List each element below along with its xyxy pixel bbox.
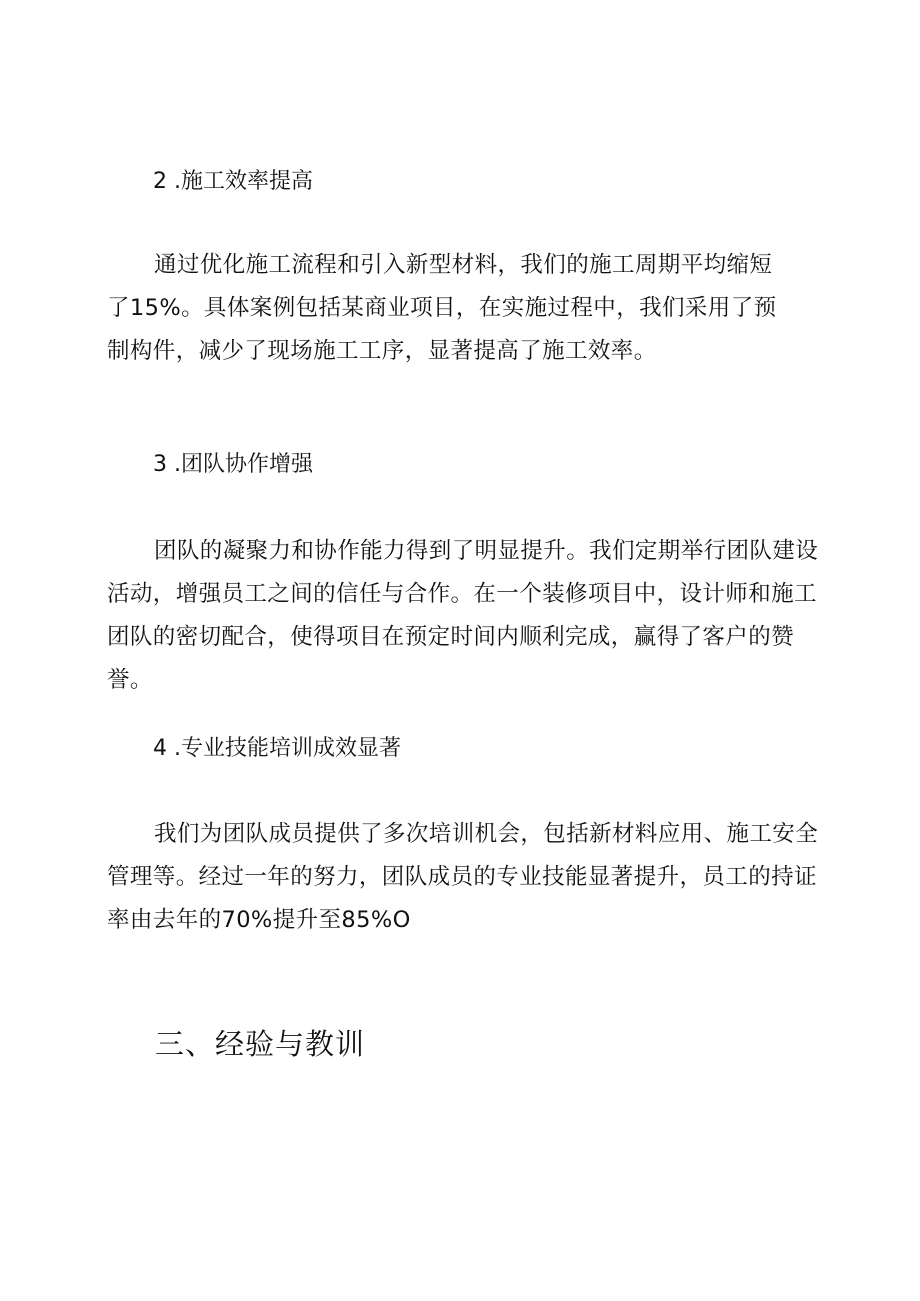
paragraph-teamwork: 团队的凝聚力和协作能力得到了明显提升。我们定期举行团队建设活动，增强员工之间的信任与合作。在一个装修项目中，设计师和施工团队的密切配合，使得项目在预定时间内顺利完成，赢得了客户的赞誉。 — [107, 538, 819, 693]
heading-training: 4 .专业技能培训成效显著 — [153, 736, 401, 761]
paragraph-training: 我们为团队成员提供了多次培训机会，包括新材料应用、施工安全管理等。经过一年的努力，团队成员的专业技能显著提升，员工的持证率由去年的70%提升至85%O — [107, 821, 819, 933]
heading-efficiency: 2 .施工效率提高 — [153, 169, 313, 194]
paragraph-efficiency: 通过优化施工流程和引入新型材料，我们的施工周期平均缩短了15%。具体案例包括某商业项目，在实施过程中，我们采用了预制构件，减少了现场施工工序，显著提高了施工效率。 — [107, 252, 777, 364]
section-title-lessons: 三、经验与教训 — [155, 1027, 366, 1061]
heading-teamwork: 3 .团队协作增强 — [153, 452, 313, 477]
